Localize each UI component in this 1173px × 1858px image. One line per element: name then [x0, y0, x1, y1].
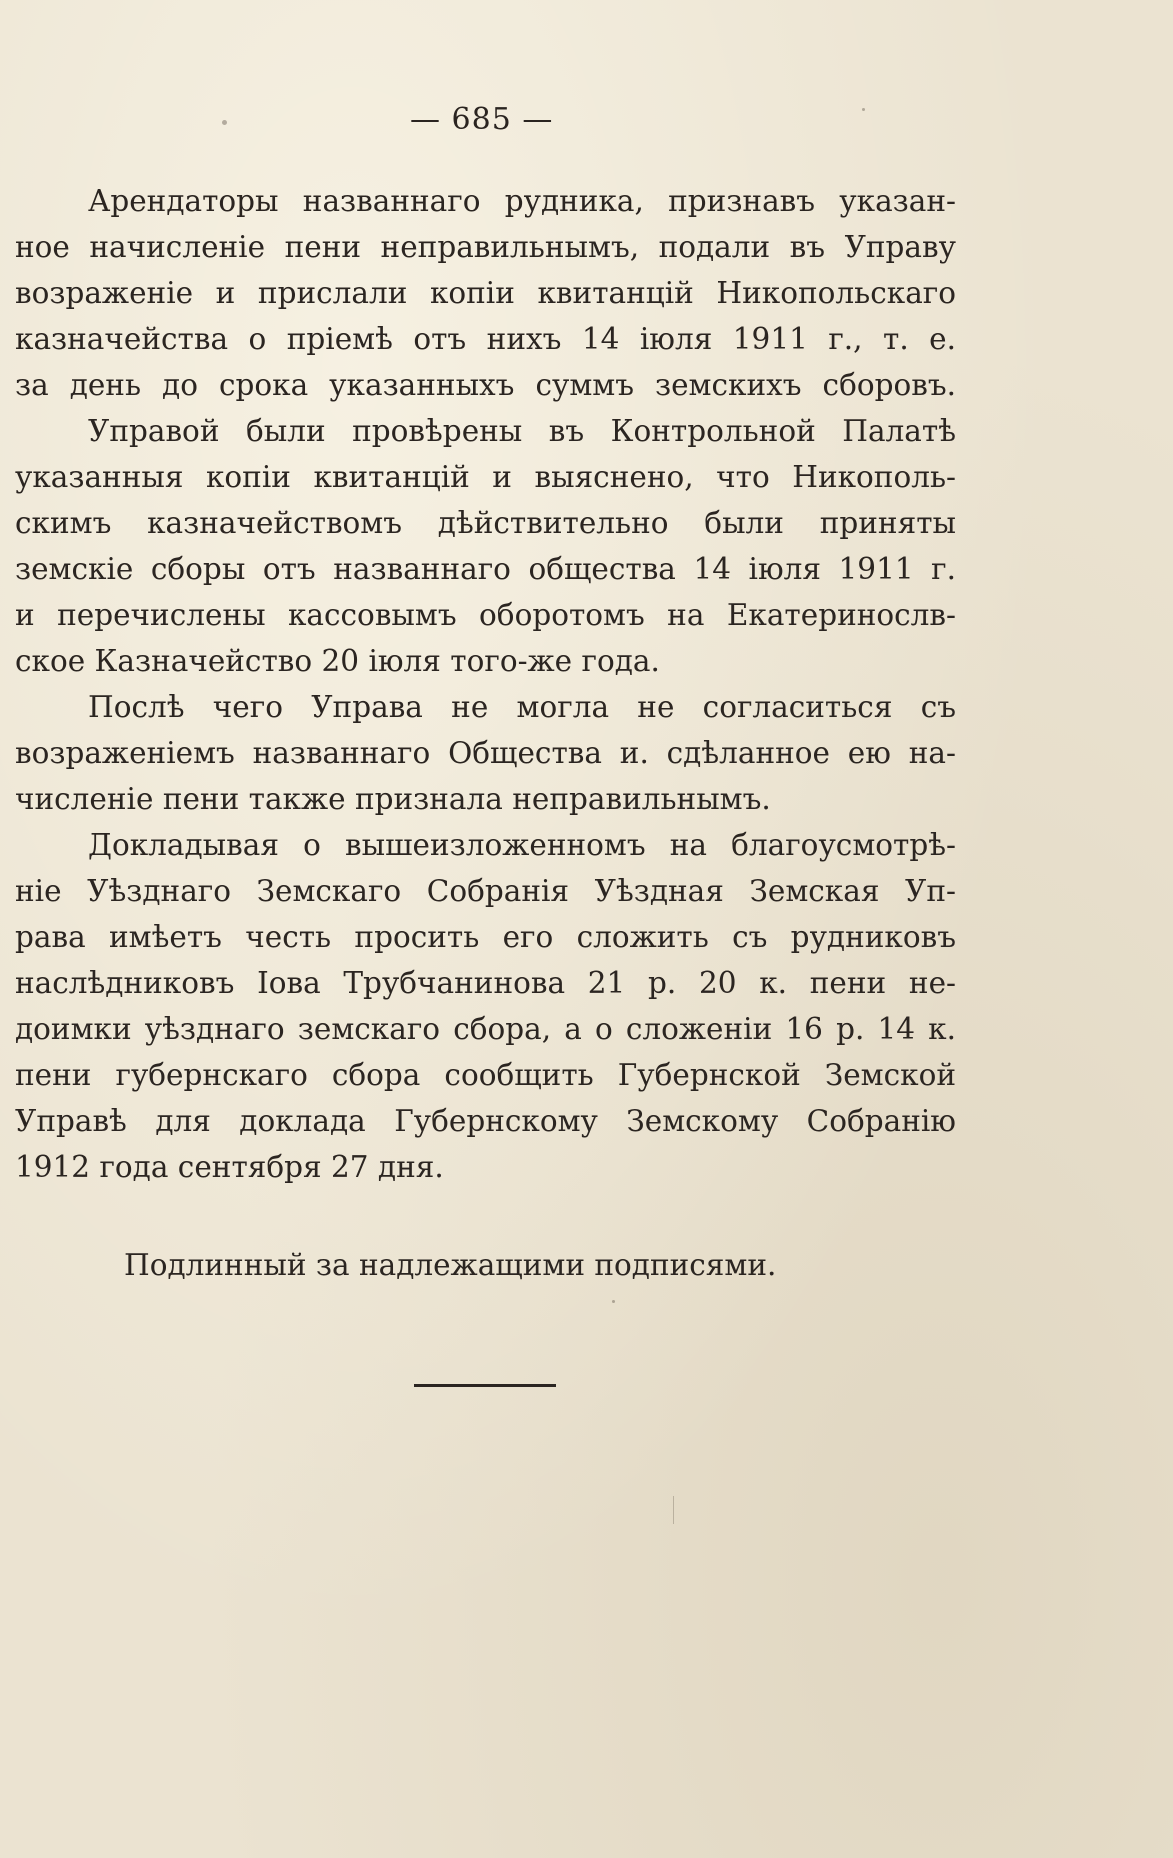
paper-speck: [222, 120, 227, 125]
text-line: казначейства о пріемѣ отъ нихъ 14 іюля 1911 г., т. е.: [15, 322, 956, 356]
text-line: Докладывая о вышеизложенномъ на благоусмотрѣ-: [88, 828, 956, 862]
text-line: численіе пени также признала неправильнымъ.: [15, 782, 771, 816]
text-line: доимки уѣзднаго земскаго сбора, а о сложеніи 16 р. 14 к.: [15, 1012, 956, 1046]
text-line: 1912 года сентября 27 дня.: [15, 1150, 444, 1184]
text-line: пени губернскаго сбора сообщить Губернской Земской: [15, 1058, 956, 1092]
text-line: за день до срока указанныхъ суммъ земскихъ сборовъ.: [15, 368, 956, 402]
page-number: — 685 —: [410, 102, 554, 137]
text-line: наслѣдниковъ Іова Трубчанинова 21 р. 20 к. пени не-: [15, 966, 956, 1000]
text-line: ское Казначейство 20 іюля того-же года.: [15, 644, 660, 678]
text-line: ніе Уѣзднаго Земскаго Собранія Уѣздная Земская Уп-: [15, 874, 956, 908]
text-line: указанныя копіи квитанцій и выяснено, что Никополь-: [15, 460, 956, 494]
paper-speck: [612, 1300, 615, 1303]
text-line: возраженіе и прислали копіи квитанцій Никопольскаго: [15, 276, 956, 310]
text-line: земскіе сборы отъ названнаго общества 14 іюля 1911 г.: [15, 552, 956, 586]
paper-mark: [673, 1496, 674, 1524]
text-line: и перечислены кассовымъ оборотомъ на Екатеринослв-: [15, 598, 956, 632]
text-line: Арендаторы названнаго рудника, признавъ указан-: [88, 184, 956, 218]
text-line: Управой были провѣрены въ Контрольной Палатѣ: [88, 414, 956, 448]
signature-note: Подлинный за надлежащими подписями.: [124, 1248, 777, 1282]
paper-speck: [862, 108, 865, 111]
text-line: ное начисленіе пени неправильнымъ, подали въ Управу: [15, 230, 956, 264]
text-line: Послѣ чего Управа не могла не согласиться съ: [88, 690, 956, 724]
text-line: Управѣ для доклада Губернскому Земскому Собранію: [15, 1104, 956, 1138]
text-line: возраженіемъ названнаго Общества и. сдѣланное ею на-: [15, 736, 956, 770]
text-line: скимъ казначействомъ дѣйствительно были приняты: [15, 506, 956, 540]
text-line: рава имѣетъ честь просить его сложить съ рудниковъ: [15, 920, 956, 954]
closing-rule: [414, 1384, 556, 1387]
